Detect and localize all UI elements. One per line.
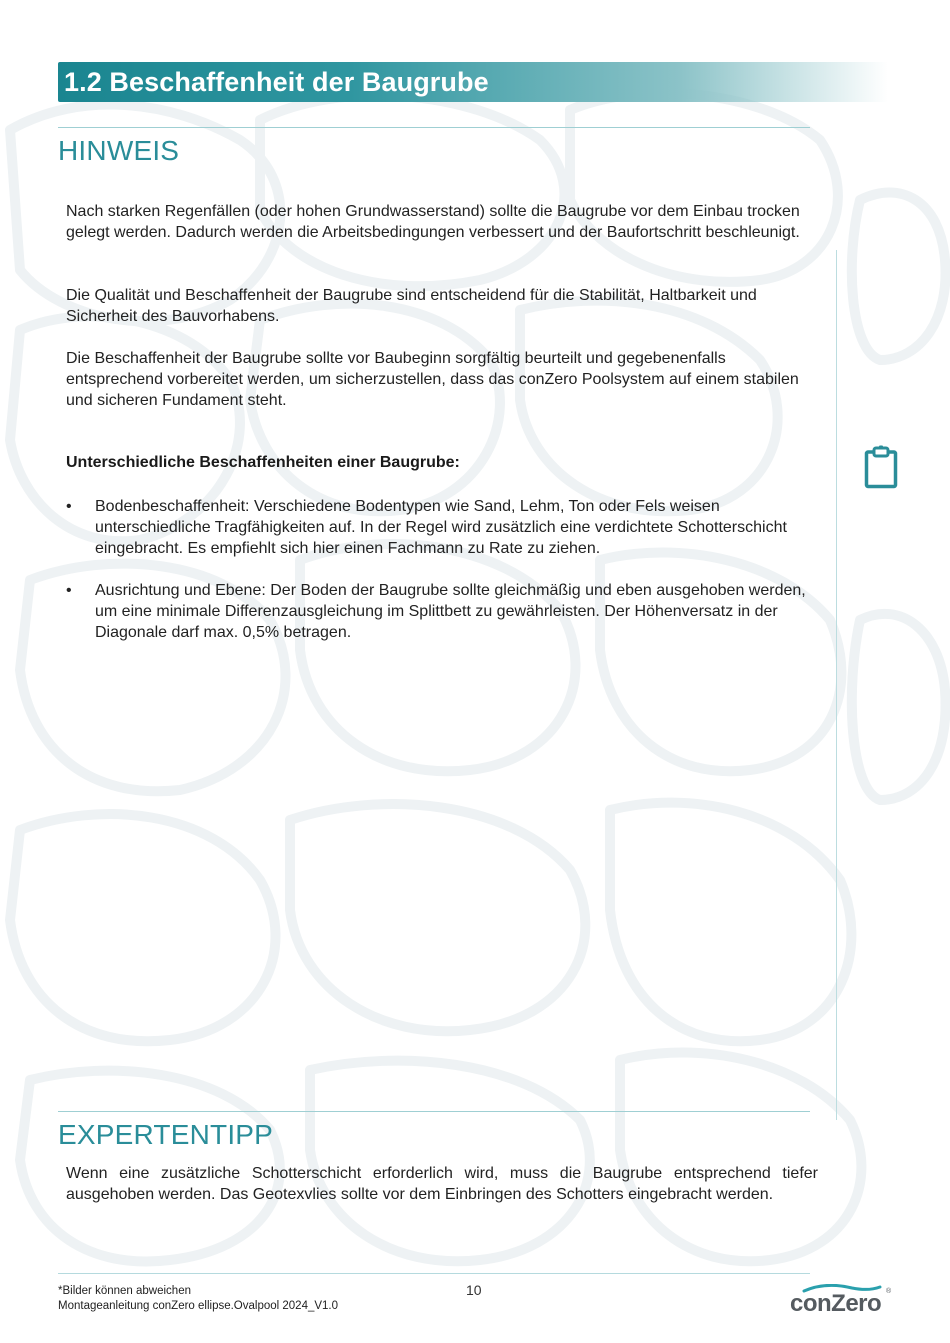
list-item [66,496,806,559]
page-number: 10 [466,1282,482,1298]
section-title-bar [58,62,888,102]
footer-note [58,1284,338,1314]
divider-footer [58,1273,810,1274]
subheading-baugrube: Unterschiedliche Beschaffenheiten einer Baugrube: [66,454,460,471]
expertentipp-heading: EXPERTENTIPP [58,1119,274,1150]
clipboard-icon [864,445,898,489]
footer-note-disclaimer: *Bilder können abweichen [58,1285,191,1297]
bullet-text: Bodenbeschaffenheit: Verschiedene Bodentypen wie Sand, Lehm, Ton oder Fels weisen unterschiedliche Tragfähigkeiten auf. In der Regel wird zusätzlich eine verdichtete Schotterschicht eingebracht. Es empfiehlt sich hier einen Fachmann zu Rate zu ziehen. [95,498,787,557]
divider-top [58,127,810,128]
hinweis-paragraph-1: Nach starken Regenfällen (oder hohen Grundwasserstand) sollte die Baugrube vor dem Einbau trocken gelegt werden. Dadurch werden die Arbeitsbedingungen verbessert und der Baufortschritt beschleunigt. [66,203,800,241]
registered-mark: ® [886,1288,892,1295]
footer-note-document: Montageanleitung conZero ellipse.Ovalpool 2024_V1.0 [58,1300,339,1312]
expertentipp-text: Wenn eine zusätzliche Schotterschicht erforderlich wird, muss die Baugrube entsprechend tiefer ausgehoben werden. Das Geotexvlies sollte vor dem Einbringen des Schotters eingebracht werden. [66,1165,818,1203]
bullet-text: Ausrichtung und Ebene: Der Boden der Baugrube sollte gleichmäßig und eben ausgehoben werden, um eine minimale Differenzausgleichung im Splittbett zu gewährleisten. Der Höhenversatz in der Diagonale darf max. 0,5% betragen. [95,582,806,641]
hinweis-paragraph-3: Die Beschaffenheit der Baugrube sollte vor Baubeginn sorgfältig beurteilt und gegebenenfalls entsprechend vorbereitet werden, um sicherzustellen, dass das conZero Poolsystem auf einem stabilen und sicheren Fundament steht. [66,350,799,409]
side-margin-line [836,250,837,1120]
logo-wordmark: conZero [790,1290,882,1317]
hinweis-paragraph-2: Die Qualität und Beschaffenheit der Baugrube sind entscheidend für die Stabilität, Haltbarkeit und Sicherheit des Bauvorhabens. [66,287,757,325]
hinweis-heading: HINWEIS [58,135,180,166]
conzero-logo [790,1284,900,1320]
bullet-dot-icon: • [66,582,72,599]
page-title: 1.2 Beschaffenheit der Baugrube [64,67,489,97]
list-item [66,580,806,643]
divider-expertentipp [58,1111,810,1112]
bullet-dot-icon: • [66,498,72,515]
